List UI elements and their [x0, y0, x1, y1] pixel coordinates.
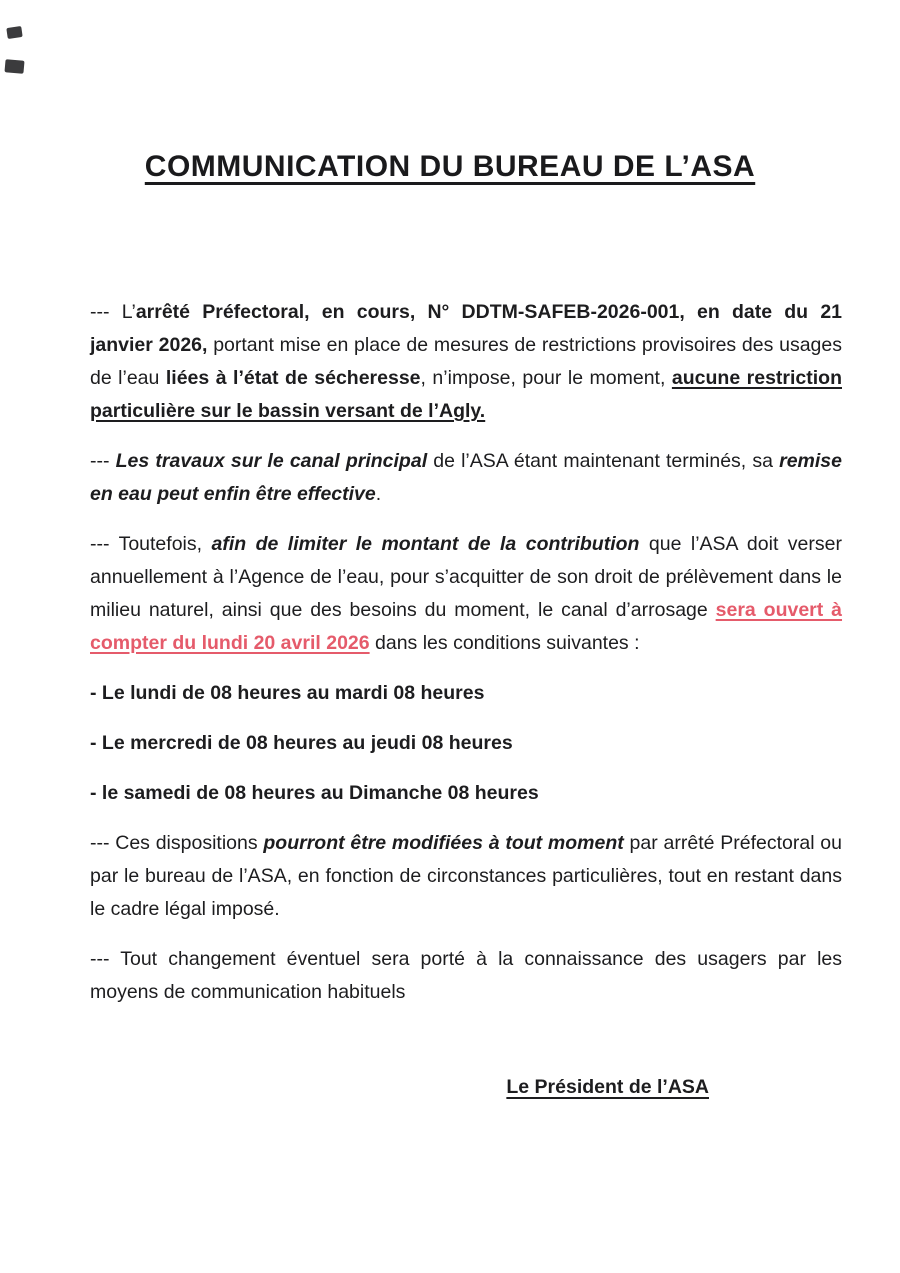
schedule-item-lundi: - Le lundi de 08 heures au mardi 08 heures: [90, 682, 485, 704]
paragraph-travaux-canal: --- Les travaux sur le canal principal de l’ASA étant maintenant terminés, sa remise en eau peut enfin être effective.: [90, 450, 842, 505]
paragraph-dispositions-modifiables: --- Ces dispositions pourront être modifiées à tout moment par arrêté Préfectoral ou par le bureau de l’ASA, en fonction de circonstances particulières, tout en restant dans le cadre légal imposé.: [90, 832, 842, 920]
document-body: [90, 296, 842, 1104]
signature-block: [90, 1071, 709, 1104]
paragraph-toutefois-contribution: --- Toutefois, afin de limiter le montant de la contribution que l’ASA doit verser annuellement à l’Agence de l’eau, pour s’acquitter de son droit de prélèvement dans le milieu naturel, ainsi que des besoins du moment, le canal d’arrosage sera ouvert à compter du lundi 20 avril 2026 dans les conditions suivantes :: [90, 533, 843, 654]
schedule-item-mercredi: - Le mercredi de 08 heures au jeudi 08 heures: [90, 732, 513, 754]
schedule-item-samedi: - le samedi de 08 heures au Dimanche 08 heures: [90, 782, 539, 804]
paragraph-changement-usagers: --- Tout changement éventuel sera porté à la connaissance des usagers par les moyens de communication habituels: [90, 948, 842, 1003]
scan-artifact: [6, 26, 22, 39]
document-title: COMMUNICATION DU BUREAU DE L’ASA: [144, 150, 756, 183]
paragraph-arrete-prefectoral: --- L’arrêté Préfectoral, en cours, N° DDTM-SAFEB-2026-001, en date du 21 janvier 2026, portant mise en place de mesures de restrictions provisoires des usages de l’eau liées à l’état de sécheresse, n’impose, pour le moment, aucune restriction particulière sur le bassin versant de l’Agly.: [90, 301, 843, 422]
signature-president: Le Président de l’ASA: [506, 1076, 709, 1098]
scan-artifact: [4, 59, 24, 74]
